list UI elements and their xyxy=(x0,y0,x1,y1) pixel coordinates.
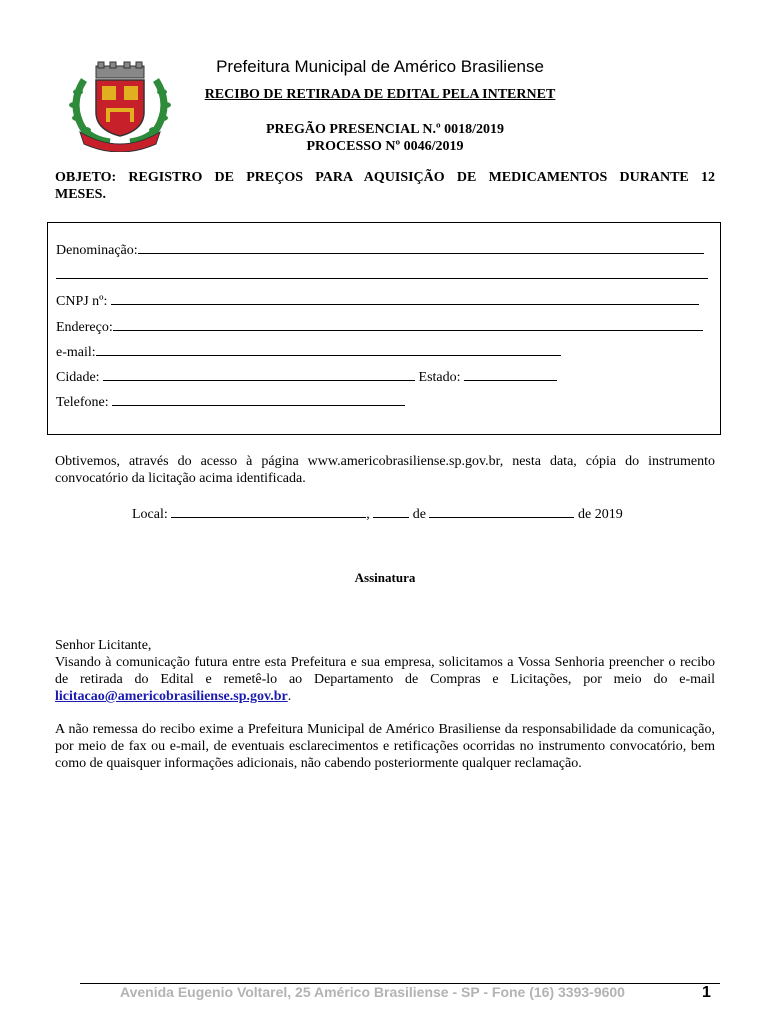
signature-label: Assinatura xyxy=(354,570,416,585)
denominacao-continuation-row xyxy=(56,265,708,283)
obtivemos-paragraph: Obtivemos, através do acesso à página www.americobrasiliense.sp.gov.br, nesta data, cópia do instrumento convocatório da licitação acima identificada. xyxy=(55,454,715,486)
endereco-field[interactable] xyxy=(113,317,703,331)
visando-text: Visando à comunicação futura entre esta Prefeitura e sua empresa, solicitamos a Vossa Senhoria preencher o recibo de retirada do Edital e remetê-lo ao Departamento de Compras e Licitações, por meio do e-mail xyxy=(55,655,715,687)
cidade-field[interactable] xyxy=(103,367,415,381)
nao-remessa-paragraph: A não remessa do recibo exime a Prefeitura Municipal de Américo Brasiliense da responsabilidade da comunicação, por meio de fax ou e-mail, de eventuais esclarecimentos e retificações ocorridas no instrumento convocatório, bem como de quaisquer informações adicionais, não cabendo posteriormente qualquer reclamação. xyxy=(55,722,715,771)
denominacao-field[interactable] xyxy=(138,240,704,254)
visando-period: . xyxy=(287,689,292,704)
estado-label: Estado: xyxy=(418,370,461,385)
denominacao-row xyxy=(56,240,704,258)
estado-field[interactable] xyxy=(464,367,557,381)
municipality-name: Prefeitura Municipal de Américo Brasiliense xyxy=(216,57,544,76)
day-field[interactable] xyxy=(373,504,409,518)
denominacao-label: Denominação: xyxy=(56,243,138,258)
endereco-row xyxy=(56,317,703,335)
company-info-form xyxy=(47,222,721,435)
email-label: e-mail: xyxy=(56,345,96,360)
local-de-1: de xyxy=(412,507,426,522)
month-field[interactable] xyxy=(429,504,574,518)
endereco-label: Endereço: xyxy=(56,320,113,335)
local-comma: , xyxy=(366,507,370,522)
document-title: RECIBO DE RETIRADA DE EDITAL PELA INTERNET xyxy=(204,87,556,102)
pregao-number: PREGÃO PRESENCIAL N.º 0018/2019 xyxy=(266,122,504,137)
telefone-label: Telefone: xyxy=(56,395,109,410)
salutation: Senhor Licitante, xyxy=(55,638,152,653)
local-de-2019: de 2019 xyxy=(577,507,623,522)
visando-paragraph xyxy=(55,654,715,705)
local-label: Local: xyxy=(132,507,168,522)
local-date-line xyxy=(132,504,623,523)
objeto-line-1: OBJETO: REGISTRO DE PREÇOS PARA AQUISIÇÃO DE MEDICAMENTOS DURANTE 12 xyxy=(55,170,715,185)
cnpj-row xyxy=(56,291,699,309)
email-field[interactable] xyxy=(96,342,561,356)
denominacao-field-line-2[interactable] xyxy=(56,265,708,279)
email-row xyxy=(56,342,561,360)
footer-address: Avenida Eugenio Voltarel, 25 Américo Brasiliense - SP - Fone (16) 3393-9600 xyxy=(120,984,625,1000)
cnpj-field[interactable] xyxy=(111,291,699,305)
local-field[interactable] xyxy=(171,504,366,518)
processo-number: PROCESSO Nº 0046/2019 xyxy=(306,139,464,154)
cnpj-label: CNPJ nº: xyxy=(56,294,108,309)
page-number: 1 xyxy=(702,984,711,1001)
objeto-line-2: MESES. xyxy=(55,187,106,202)
telefone-row xyxy=(56,392,405,410)
cidade-estado-row xyxy=(56,367,557,385)
telefone-field[interactable] xyxy=(112,392,405,406)
contact-email-link[interactable]: licitacao@americobrasiliense.sp.gov.br xyxy=(55,689,288,704)
cidade-label: Cidade: xyxy=(56,370,100,385)
